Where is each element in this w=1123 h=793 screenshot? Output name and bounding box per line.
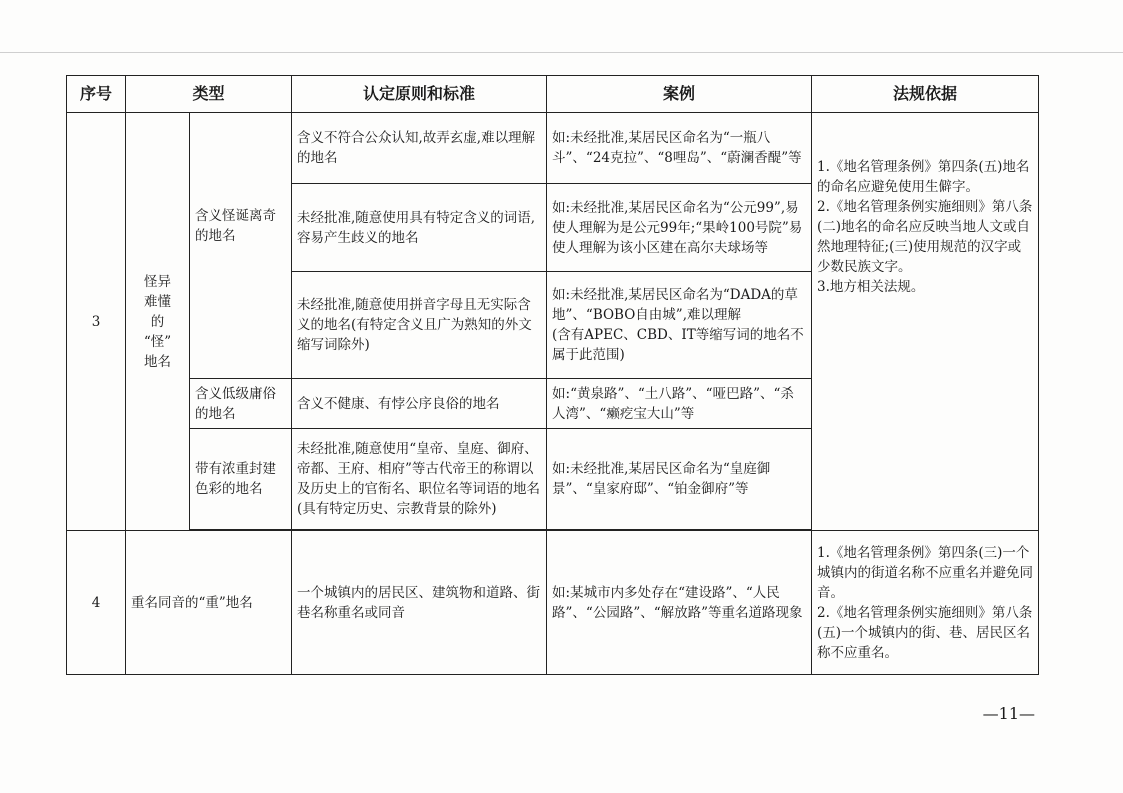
- principle-cell: 未经批准,随意使用“皇帝、皇庭、御府、帝都、王府、相府”等古代帝王的称谓以及历史上的官衔名、职位名等词语的地名(具有特定历史、宗教背景的除外): [292, 429, 547, 530]
- category-cell: [126, 113, 190, 531]
- header-case: 案例: [547, 76, 812, 113]
- scan-edge-line: [0, 52, 1123, 53]
- subtype-cell: 带有浓重封建色彩的地名: [190, 429, 292, 530]
- table-row: [67, 113, 1039, 184]
- principle-cell: 未经批准,随意使用具有特定含义的词语,容易产生歧义的地名: [292, 184, 547, 272]
- seq-cell: 3: [67, 113, 126, 531]
- principle-cell: 含义不符合公众认知,故弄玄虚,难以理解的地名: [292, 113, 547, 184]
- criteria-table: [66, 75, 1039, 675]
- subtype-cell: 含义怪诞离奇的地名: [190, 113, 292, 379]
- header-seq: 序号: [67, 76, 126, 113]
- header-row: [67, 76, 1039, 113]
- law-cell: 1.《地名管理条例》第四条(三)一个城镇内的街道名称不应重名并避免同音。 2.《地名管理条例实施细则》第八条(五)一个城镇内的街、巷、居民区名称不应重名。: [812, 531, 1039, 675]
- case-cell: 如:未经批准,某居民区命名为“一瓶八斗”、“24克拉”、“8哩岛”、“蔚澜香醍”等: [547, 113, 812, 184]
- case-cell: 如:未经批准,某居民区命名为“DADA的草地”、“BOBO自由城”,难以理解 (含有APEC、CBD、IT等缩写词的地名不属于此范围): [547, 272, 812, 379]
- principle-cell: 一个城镇内的居民区、建筑物和道路、街巷名称重名或同音: [292, 531, 547, 675]
- category-label: 怪异 难懂 的 “怪” 地名: [143, 273, 172, 370]
- law-cell: 1.《地名管理条例》第四条(五)地名的命名应避免使用生僻字。 2.《地名管理条例实施细则》第八条(二)地名的命名应反映当地人文或自然地理特征;(三)使用规范的汉字或少数民族文字。 3.地方相关法规。: [812, 113, 1039, 531]
- type-cell: 重名同音的“重”地名: [126, 531, 292, 675]
- header-principle: 认定原则和标准: [292, 76, 547, 113]
- case-cell: 如:未经批准,某居民区命名为“公元99”,易使人理解为是公元99年;“果岭100号院”易使人理解为该小区建在高尔夫球场等: [547, 184, 812, 272]
- case-cell: 如:某城市内多处存在“建设路”、“人民路”、“公园路”、“解放路”等重名道路现象: [547, 531, 812, 675]
- header-type: 类型: [126, 76, 292, 113]
- case-cell: 如:未经批准,某居民区命名为“皇庭御景”、“皇家府邸”、“铂金御府”等: [547, 429, 812, 530]
- seq-cell: 4: [67, 531, 126, 675]
- table-row: [67, 531, 1039, 675]
- principle-cell: 未经批准,随意使用拼音字母且无实际含义的地名(有特定含义且广为熟知的外文缩写词除外): [292, 272, 547, 379]
- principle-cell: 含义不健康、有悖公序良俗的地名: [292, 379, 547, 429]
- case-cell: 如:“黄泉路”、“土八路”、“哑巴路”、“杀人湾”、“癞疙宝大山”等: [547, 379, 812, 429]
- page-number: —11—: [982, 704, 1035, 723]
- subtype-cell: 含义低级庸俗的地名: [190, 379, 292, 429]
- header-law: 法规依据: [812, 76, 1039, 113]
